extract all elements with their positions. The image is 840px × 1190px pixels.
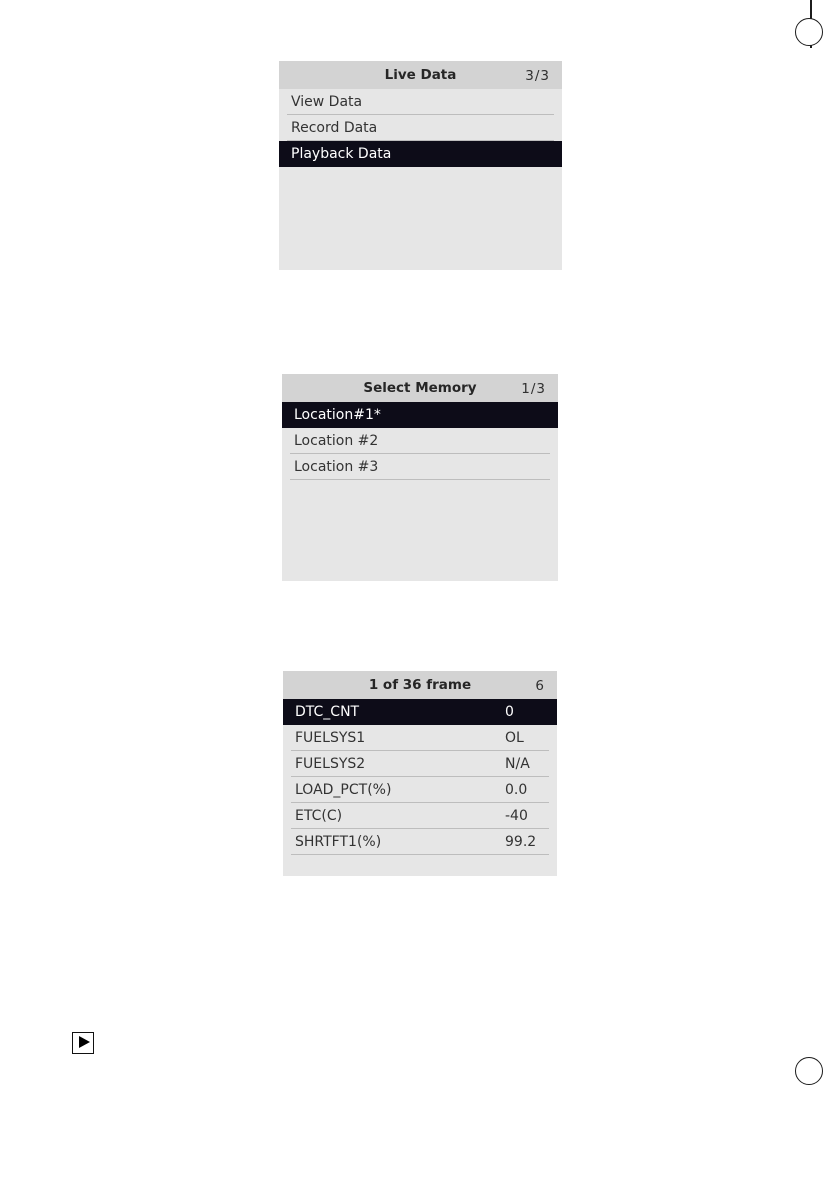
screen-title: Live Data — [384, 67, 457, 83]
menu-item-label: Playback Data — [291, 146, 392, 162]
data-row-dtc-cnt[interactable] — [283, 699, 557, 725]
pid-name: FUELSYS1 — [295, 730, 366, 746]
pid-name: DTC_CNT — [295, 704, 360, 720]
play-triangle-icon — [72, 1032, 94, 1054]
memory-location-1[interactable] — [282, 402, 558, 428]
pid-name: FUELSYS2 — [295, 756, 366, 772]
binder-hole-icon — [795, 1057, 823, 1085]
screen-header — [283, 671, 557, 699]
pid-value: 99.2 — [505, 834, 537, 850]
memory-location-3[interactable] — [282, 454, 558, 480]
data-row-load-pct[interactable] — [283, 777, 557, 803]
menu-item-playback-data[interactable] — [279, 141, 562, 167]
data-row-fuelsys2[interactable] — [283, 751, 557, 777]
select-memory-screen — [282, 374, 558, 581]
menu-item-label: View Data — [291, 94, 363, 110]
data-row-etc[interactable] — [283, 803, 557, 829]
pid-name: ETC(C) — [295, 808, 343, 824]
page-indicator: 3/3 — [525, 68, 550, 84]
memory-location-label: Location#1* — [294, 407, 381, 423]
screen-title: Select Memory — [363, 380, 477, 396]
pid-name: SHRTFT1(%) — [295, 834, 382, 850]
screen-header — [279, 61, 562, 89]
pid-name: LOAD_PCT(%) — [295, 782, 392, 798]
memory-location-label: Location #2 — [294, 433, 379, 449]
playback-frame-screen — [283, 671, 557, 876]
page-indicator: 1/3 — [521, 381, 546, 397]
memory-location-label: Location #3 — [294, 459, 379, 475]
pid-value: N/A — [505, 756, 530, 772]
pid-value: -40 — [505, 808, 528, 824]
memory-location-2[interactable] — [282, 428, 558, 454]
live-data-screen — [279, 61, 562, 270]
pid-value: 0.0 — [505, 782, 528, 798]
page-indicator: 6 — [535, 678, 545, 694]
menu-item-record-data[interactable] — [279, 115, 562, 141]
binder-hole-icon — [795, 18, 823, 46]
screen-header — [282, 374, 558, 402]
data-row-shrtft1[interactable] — [283, 829, 557, 855]
pid-value: OL — [505, 730, 524, 746]
menu-item-label: Record Data — [291, 120, 378, 136]
screen-title: 1 of 36 frame — [368, 677, 472, 693]
data-row-fuelsys1[interactable] — [283, 725, 557, 751]
pid-value: 0 — [505, 704, 514, 720]
menu-item-view-data[interactable] — [279, 89, 562, 115]
